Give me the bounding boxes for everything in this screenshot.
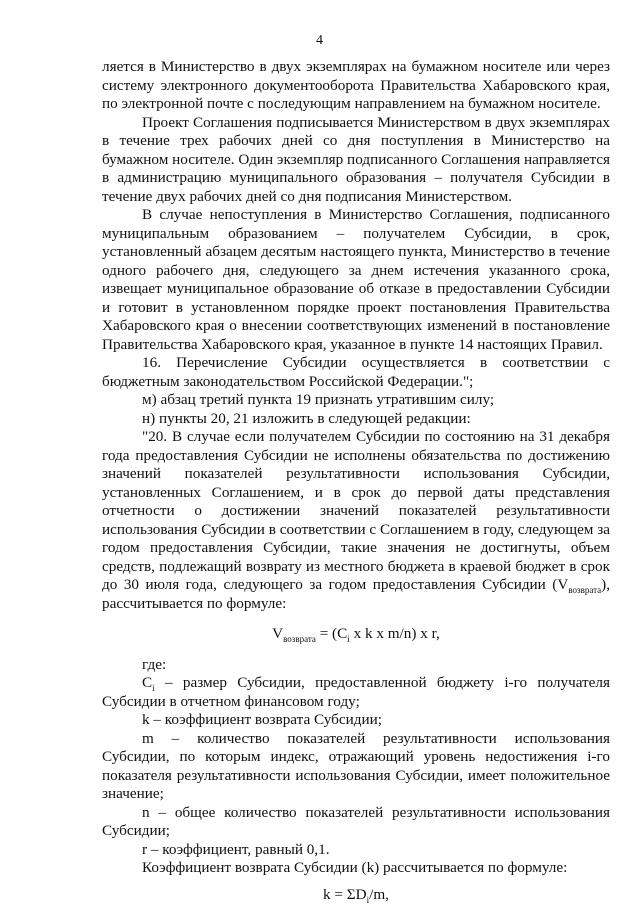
document-body bbox=[102, 58, 610, 904]
paragraph: ляется в Министерство в двух экземплярах на бумажном носителе или через систему электронного документооборота Правительства Хабаровского края, по электронной почте с последующим направлением на бумажном носителе. bbox=[102, 58, 610, 112]
subscript: i bbox=[347, 634, 350, 645]
paragraph: н) пункты 20, 21 изложить в следующей редакции: bbox=[142, 409, 471, 427]
definition: r – коэффициент, равный 0,1. bbox=[142, 840, 330, 858]
paragraph: Коэффициент возврата Субсидии (k) рассчитывается по формуле: bbox=[142, 859, 568, 876]
formula-part: V bbox=[272, 625, 284, 642]
subscript: i bbox=[366, 894, 370, 905]
paragraph-text: ), рассчитывается по формуле: bbox=[102, 576, 610, 612]
paragraph bbox=[102, 428, 610, 613]
paragraph: Проект Соглашения подписывается Министерством в двух экземплярах в течение трех рабочих дней со дня поступления в Министерство на бумажном носителе. Один экземпляр подписанного Соглашения направляется в администрацию муниципального образования – получателя Субсидии в течение двух рабочих дней со дня подписания Министерством. bbox=[102, 113, 611, 205]
paragraph: где: bbox=[142, 655, 167, 673]
definition-symbol: C bbox=[142, 674, 153, 691]
definition bbox=[102, 674, 610, 711]
definition: m – количество показателей результативности использования Субсидии, по которым индекс, отражающий уровень недостижения i-го показателя результативности использования Субсидии, имеет положительное значение; bbox=[102, 729, 610, 802]
formula-part: = (C bbox=[315, 625, 348, 642]
paragraph: 16. Перечисление Субсидии осуществляется в соответствии с бюджетным законодательством Российской Федерации."; bbox=[102, 354, 610, 390]
paragraph: м) абзац третий пункта 19 признать утратившим силу; bbox=[142, 391, 495, 408]
definition-text: – размер Субсидии, предоставленной бюджету i-го получателя Субсидии в отчетном финансовом году; bbox=[102, 674, 610, 710]
formula-part: x k x m/n) x r, bbox=[349, 625, 440, 642]
paragraph: В случае непоступления в Министерство Соглашения, подписанного муниципальным образованием – получателем Субсидии, в срок, установленный абзацем десятым настоящего пункта, Министерство в течение одного рабочего дня, следующего за днем истечения указанного срока, извещает муниципальное образование об отказе в предоставлении Субсидии и готовит в установленном порядке проект постановления Правительства Хабаровского края о внесении соответствующих изменений в постановление Правительства Хабаровского края, указанное в пункте 14 настоящих Правил. bbox=[102, 206, 610, 353]
formula-coefficient bbox=[102, 886, 610, 905]
subscript: i bbox=[152, 683, 155, 694]
definition: k – коэффициент возврата Субсидии; bbox=[142, 711, 382, 728]
subscript: возврата bbox=[283, 634, 316, 645]
formula-refund bbox=[102, 625, 610, 644]
page-number: 4 bbox=[316, 33, 323, 48]
definition: n – общее количество показателей результативности использования Субсидии; bbox=[102, 803, 610, 839]
subscript: возврата bbox=[568, 585, 602, 596]
paragraph-text: "20. В случае если получателем Субсидии по состоянию на 31 декабря года предоставления Субсидии не исполнены обязательства по достижению значений показателей результативности использования Субсидии, установленных Соглашением, и в срок до первой даты представления отчетности о достижении значений показателей результативности использования Субсидии в соответствии с Соглашением в году, следующем за годом предоставления Субсидии, такие значения не достигнуты, объем средств, подлежащий возврату из местного бюджета в краевой бюджет в срок до 30 июля года, следующего за годом предоставления Субсидии (V bbox=[102, 428, 610, 593]
formula-part: /m, bbox=[369, 885, 389, 903]
formula-part: k = ΣD bbox=[323, 885, 367, 903]
